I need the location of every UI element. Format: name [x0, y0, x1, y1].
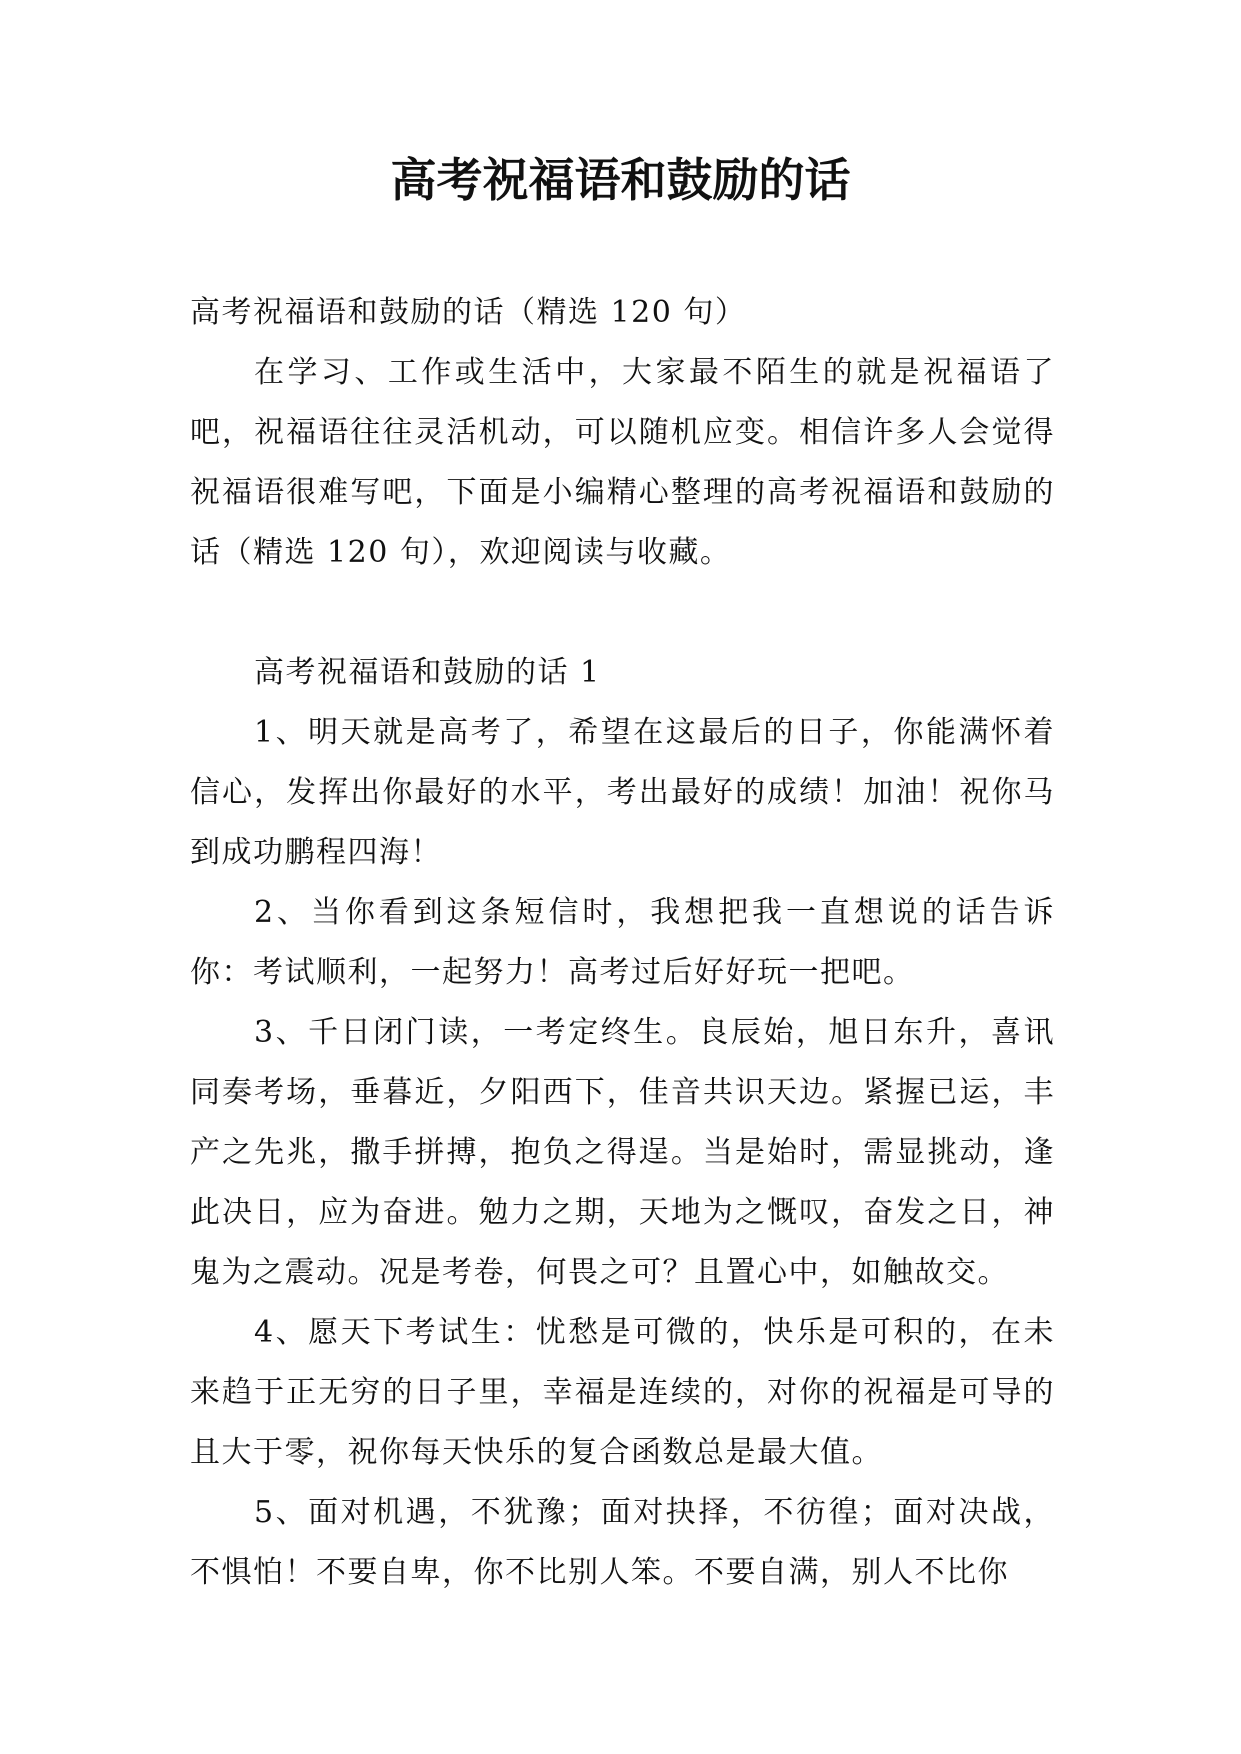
document-subtitle: 高考祝福语和鼓励的话（精选 120 句）: [190, 295, 747, 330]
blessing-item: 5、面对机遇，不犹豫；面对抉择，不彷徨；面对决战，不惧怕！不要自卑，你不比别人笨。不要自满，别人不比你: [190, 1495, 1055, 1590]
blessing-item: 1、明天就是高考了，希望在这最后的日子，你能满怀着信心，发挥出你最好的水平，考出最好的成绩！加油！祝你马到成功鹏程四海！: [190, 715, 1055, 870]
paragraph-spacer: [190, 583, 1055, 643]
section-heading: 高考祝福语和鼓励的话 1: [254, 655, 601, 690]
document-body: [190, 283, 1055, 1603]
blessing-item: 2、当你看到这条短信时，我想把我一直想说的话告诉你：考试顺利，一起努力！高考过后好好玩一把吧。: [190, 895, 1055, 990]
intro-paragraph: 在学习、工作或生活中，大家最不陌生的就是祝福语了吧，祝福语往往灵活机动，可以随机应变。相信许多人会觉得祝福语很难写吧，下面是小编精心整理的高考祝福语和鼓励的话（精选 120 句），欢迎阅读与收藏。: [190, 355, 1055, 570]
blessing-item: 3、千日闭门读，一考定终生。良辰始，旭日东升，喜讯同奏考场，垂暮近，夕阳西下，佳音共识天边。紧握已运，丰产之先兆，撒手拼搏，抱负之得逞。当是始时，需显挑动，逢此决日，应为奋进。勉力之期，天地为之慨叹，奋发之日，神鬼为之震动。况是考卷，何畏之可？且置心中，如触故交。: [190, 1015, 1055, 1290]
document-title: 高考祝福语和鼓励的话: [390, 153, 851, 207]
blessing-item: 4、愿天下考试生：忧愁是可微的，快乐是可积的，在未来趋于正无穷的日子里，幸福是连续的，对你的祝福是可导的且大于零，祝你每天快乐的复合函数总是最大值。: [190, 1315, 1055, 1470]
